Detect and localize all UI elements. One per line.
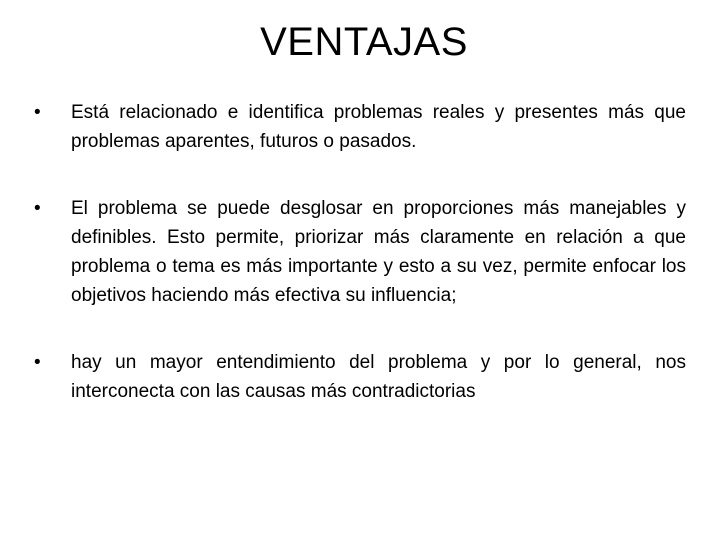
bullet-icon: • (34, 352, 41, 373)
bullet-text: El problema se puede desglosar en proporciones más manejables y definibles. Esto permite, priorizar más claramente en relación a que problema o tema es más importante y esto a su vez, permite enfocar los objetivos haciendo más efectiva su influencia; (71, 198, 686, 306)
bullet-item (34, 194, 686, 310)
bullet-item (34, 348, 686, 406)
bullet-text: hay un mayor entendimiento del problema y por lo general, nos interconecta con las causas más contradictorias (71, 352, 686, 402)
bullet-text: Está relacionado e identifica problemas reales y presentes más que problemas aparentes, futuros o pasados. (71, 102, 686, 152)
bullet-icon: • (34, 102, 41, 123)
bullet-icon: • (34, 198, 41, 219)
bullet-list (34, 98, 686, 406)
slide-title: VENTAJAS (260, 20, 468, 64)
bullet-item (34, 98, 686, 156)
